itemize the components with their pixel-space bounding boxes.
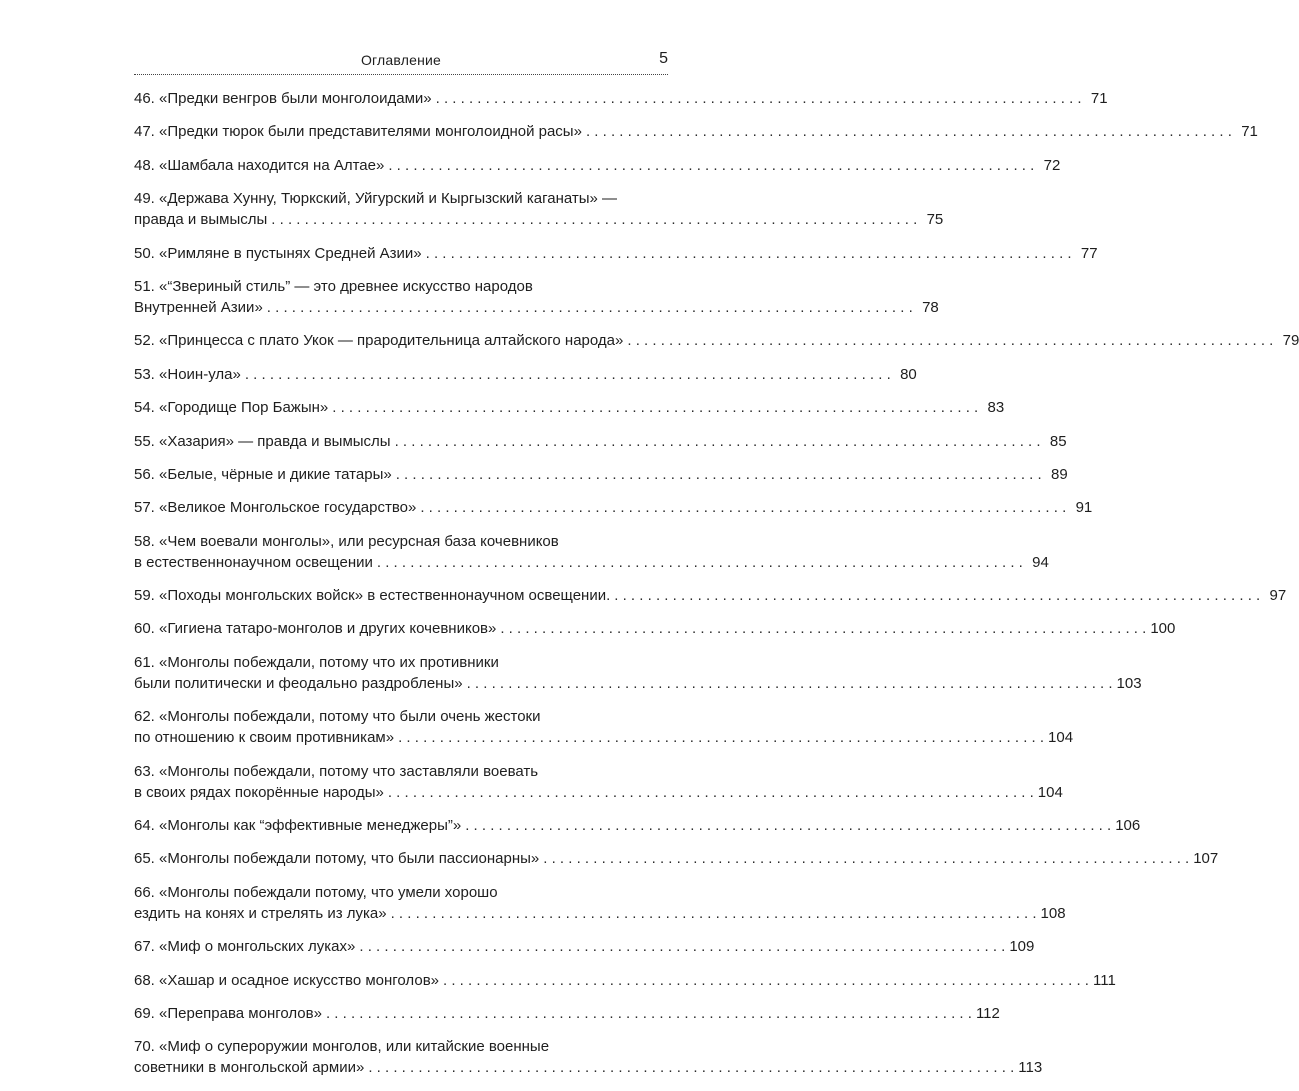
toc-entry-title-line: 67. «Миф о монгольских луках»	[134, 938, 356, 956]
dot-leader	[436, 88, 1082, 109]
toc-entry-title-line: 59. «Походы монгольских войск» в естественнонаучном освещении.	[134, 587, 611, 605]
toc-entry-last-line	[134, 727, 1074, 748]
toc-entry-page-number: 103	[1116, 674, 1142, 692]
toc-entry-last-line	[134, 243, 1098, 264]
toc-entry	[134, 815, 1141, 836]
toc-entry-page-number: 106	[1115, 817, 1141, 835]
dot-leader	[500, 618, 1146, 639]
toc-entry	[134, 364, 917, 385]
toc-entry-page-number: 85	[1049, 432, 1067, 450]
toc-entry-page-number: 107	[1193, 850, 1219, 868]
header-dotted-rule	[134, 74, 668, 75]
toc-entry-page-number: 94	[1032, 553, 1049, 571]
toc-entry-page-number: 71	[1090, 90, 1108, 107]
toc-entry-last-line	[134, 209, 944, 230]
table-of-contents	[134, 88, 1299, 1091]
toc-entry-title-line: 69. «Переправа монголов»	[134, 1004, 322, 1022]
dot-leader	[586, 121, 1232, 142]
dot-leader	[388, 155, 1034, 176]
dot-leader	[359, 936, 1005, 957]
toc-entry	[134, 155, 1061, 176]
toc-entry	[134, 330, 1299, 351]
toc-entry-last-line	[134, 431, 1067, 452]
toc-entry-last-line	[134, 815, 1141, 836]
dot-leader	[467, 673, 1113, 694]
toc-entry-title-line: в своих рядах покорённые народы»	[134, 783, 384, 801]
toc-entry-page-number: 89	[1050, 465, 1068, 483]
toc-entry-title-line: советники в монгольской армии»	[134, 1059, 365, 1077]
toc-entry-title-line: по отношению к своим противникам»	[134, 729, 395, 747]
dot-leader	[391, 903, 1037, 924]
toc-entry-title-line: ездить на конях и стрелять из лука»	[134, 904, 387, 922]
dot-leader	[395, 431, 1041, 452]
toc-entry	[134, 88, 1108, 109]
toc-entry-title-line: правда и вымыслы	[134, 211, 268, 229]
toc-entry-page-number: 78	[922, 298, 939, 316]
running-head	[134, 50, 668, 72]
toc-entry	[134, 652, 1142, 694]
toc-entry-title-line: 57. «Великое Монгольское государство»	[134, 499, 417, 517]
toc-entry-title-line: в естественнонаучном освещении	[134, 553, 373, 571]
toc-entry-last-line	[134, 464, 1068, 485]
toc-entry-title-line: 46. «Предки венгров были монголоидами»	[134, 90, 432, 107]
toc-entry	[134, 497, 1093, 518]
toc-entry-title-line: 52. «Принцесса с плато Укок — прародительница алтайского народа»	[134, 332, 624, 350]
dot-leader	[426, 243, 1072, 264]
dot-leader	[543, 848, 1189, 869]
toc-entry-title-line: Внутренней Азии»	[134, 298, 263, 316]
toc-entry-last-line	[134, 552, 1049, 573]
dot-leader	[267, 297, 913, 318]
toc-entry	[134, 761, 1063, 803]
toc-entry-title-line: 51. «“Звериный стиль” — это древнее искусство народов	[134, 277, 533, 295]
dot-leader	[326, 1003, 972, 1024]
toc-entry	[134, 1003, 1000, 1024]
toc-entry-title-line: 54. «Городище Пор Бажын»	[134, 399, 329, 417]
dot-leader	[396, 464, 1042, 485]
toc-entry	[134, 618, 1176, 639]
toc-entry-last-line	[134, 585, 1287, 606]
toc-entry	[134, 1036, 1043, 1078]
toc-entry-last-line	[134, 673, 1142, 694]
toc-entry-title-line: были политически и феодально раздроблены»	[134, 674, 463, 692]
dot-leader	[245, 364, 891, 385]
dot-leader	[377, 552, 1023, 573]
toc-entry-title-line: 56. «Белые, чёрные и дикие татары»	[134, 465, 392, 483]
toc-entry-page-number: 97	[1269, 587, 1287, 605]
toc-entry-last-line	[134, 903, 1066, 924]
toc-entry-page-number: 104	[1037, 783, 1063, 801]
toc-entry-title-line: 49. «Держава Хунну, Тюркский, Уйгурский и Кыргызский каганаты» —	[134, 190, 618, 208]
toc-entry-last-line	[134, 121, 1258, 142]
toc-entry	[134, 882, 1066, 924]
dot-leader	[614, 585, 1260, 606]
toc-entry-last-line	[134, 330, 1299, 351]
toc-entry-title-line: 50. «Римляне в пустынях Средней Азии»	[134, 244, 422, 262]
toc-entry-page-number: 112	[975, 1004, 1000, 1022]
toc-entry	[134, 585, 1287, 606]
toc-entry-title-line: 53. «Ноин-ула»	[134, 365, 241, 383]
toc-entry-last-line	[134, 297, 939, 318]
toc-entry-title-line: 63. «Монголы побеждали, потому что заставляли воевать	[134, 762, 539, 780]
toc-entry-last-line	[134, 782, 1063, 803]
dot-leader	[388, 782, 1034, 803]
toc-entry-page-number: 71	[1241, 123, 1258, 141]
toc-entry-last-line	[134, 364, 917, 385]
toc-entry-last-line	[134, 1003, 1000, 1024]
toc-entry	[134, 397, 1005, 418]
dot-leader	[271, 209, 917, 230]
toc-entry-title-line: 58. «Чем воевали монголы», или ресурсная база кочевников	[134, 532, 559, 550]
toc-entry-last-line	[134, 155, 1061, 176]
toc-entry-title-line: 66. «Монголы побеждали потому, что умели хорошо	[134, 883, 498, 901]
toc-entry-last-line	[134, 618, 1176, 639]
toc-entry-title-line: 68. «Хашар и осадное искусство монголов»	[134, 971, 440, 989]
dot-leader	[332, 397, 978, 418]
toc-entry-page-number: 83	[987, 399, 1005, 417]
toc-entry-last-line	[134, 397, 1005, 418]
toc-entry-page-number: 104	[1048, 729, 1074, 747]
toc-entry-page-number: 109	[1009, 938, 1035, 956]
toc-entry-page-number: 72	[1043, 156, 1061, 174]
dot-leader	[443, 970, 1089, 991]
page-number: 5	[659, 50, 668, 67]
toc-entry	[134, 121, 1258, 142]
toc-entry-page-number: 77	[1080, 244, 1098, 262]
toc-entry	[134, 431, 1067, 452]
dot-leader	[465, 815, 1111, 836]
toc-entry	[134, 531, 1049, 573]
toc-entry-last-line	[134, 88, 1108, 109]
dot-leader	[420, 497, 1066, 518]
toc-entry	[134, 276, 939, 318]
running-title: Оглавление	[360, 52, 442, 68]
toc-entry-last-line	[134, 970, 1116, 991]
toc-entry-title-line: 48. «Шамбала находится на Алтае»	[134, 156, 385, 174]
toc-entry-last-line	[134, 1057, 1043, 1078]
toc-entry-title-line: 47. «Предки тюрок были представителями монголоидной расы»	[134, 123, 582, 141]
toc-entry-page-number: 113	[1018, 1059, 1043, 1077]
toc-entry-title-line: 65. «Монголы побеждали потому, что были пассионарны»	[134, 850, 540, 868]
toc-entry-title-line: 55. «Хазария» — правда и вымыслы	[134, 432, 391, 450]
toc-entry-title-line: 64. «Монголы как “эффективные менеджеры”»	[134, 817, 462, 835]
toc-entry	[134, 848, 1219, 869]
toc-entry	[134, 970, 1116, 991]
dot-leader	[398, 727, 1044, 748]
toc-entry	[134, 464, 1068, 485]
toc-entry-title-line: 61. «Монголы побеждали, потому что их противники	[134, 653, 499, 671]
toc-entry	[134, 706, 1074, 748]
toc-entry-last-line	[134, 497, 1093, 518]
toc-entry-page-number: 75	[926, 211, 944, 229]
toc-entry	[134, 936, 1035, 957]
toc-entry-last-line	[134, 848, 1219, 869]
toc-entry-title-line: 62. «Монголы побеждали, потому что были очень жестоки	[134, 708, 541, 726]
toc-entry-page-number: 111	[1092, 971, 1116, 989]
toc-entry-page-number: 79	[1282, 332, 1299, 350]
toc-entry-page-number: 108	[1040, 904, 1066, 922]
dot-leader	[627, 330, 1273, 351]
toc-entry	[134, 188, 944, 230]
toc-entry-page-number: 80	[900, 365, 917, 383]
toc-entry-page-number: 100	[1150, 620, 1176, 638]
toc-entry-page-number: 91	[1075, 499, 1093, 517]
toc-entry	[134, 243, 1098, 264]
toc-entry-last-line	[134, 936, 1035, 957]
dot-leader	[368, 1057, 1014, 1078]
toc-entry-title-line: 70. «Миф о супероружии монголов, или китайские военные	[134, 1038, 550, 1056]
toc-entry-title-line: 60. «Гигиена татаро-монголов и других кочевников»	[134, 620, 497, 638]
